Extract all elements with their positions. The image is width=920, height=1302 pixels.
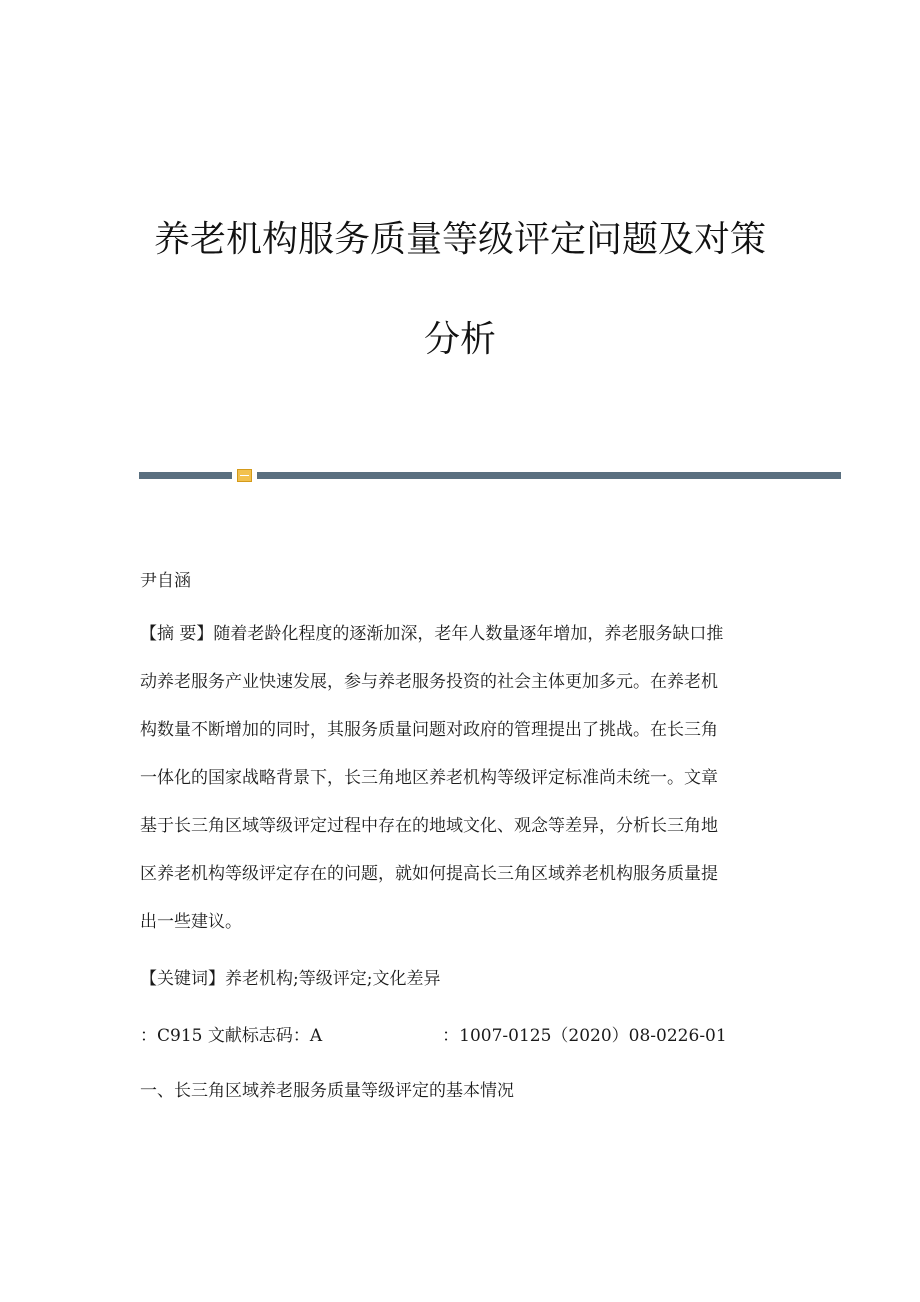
abstract-line: 构数量不断增加的同时，其服务质量问题对政府的管理提出了挑战。在长三角 <box>140 720 718 740</box>
divider-envelope-icon <box>237 469 252 482</box>
classification-line <box>140 1012 727 1060</box>
abstract-line: 区养老机构等级评定存在的问题，就如何提高长三角区域养老机构服务质量提 <box>140 864 718 884</box>
title-line-2: 分析 <box>423 319 496 360</box>
abstract-line: 基于长三角区域等级评定过程中存在的地域文化、观念等差异，分析长三角地 <box>140 816 718 836</box>
abstract-line: 动养老服务产业快速发展，参与养老服务投资的社会主体更加多元。在养老机 <box>140 672 718 692</box>
abstract <box>140 610 790 946</box>
abstract-line: 【摘 要】随着老龄化程度的逐渐加深，老年人数量逐年增加，养老服务缺口推 <box>140 624 724 644</box>
section-heading: 一、长三角区域养老服务质量等级评定的基本情况 <box>140 1081 514 1101</box>
abstract-line: 一体化的国家战略背景下，长三角地区养老机构等级评定标准尚未统一。文章 <box>140 768 718 788</box>
title-line-1: 养老机构服务质量等级评定问题及对策 <box>153 219 766 260</box>
article-number: ：1007-0125（2020）08-0226-01 <box>442 1026 727 1046</box>
keywords: 【关键词】养老机构;等级评定;文化差异 <box>140 969 441 989</box>
abstract-line: 出一些建议。 <box>140 912 242 932</box>
divider-right <box>257 472 841 479</box>
divider-left <box>139 472 232 479</box>
classification-code: ：C915 文献标志码：A <box>140 1026 323 1046</box>
author-name: 尹自涵 <box>140 571 191 591</box>
